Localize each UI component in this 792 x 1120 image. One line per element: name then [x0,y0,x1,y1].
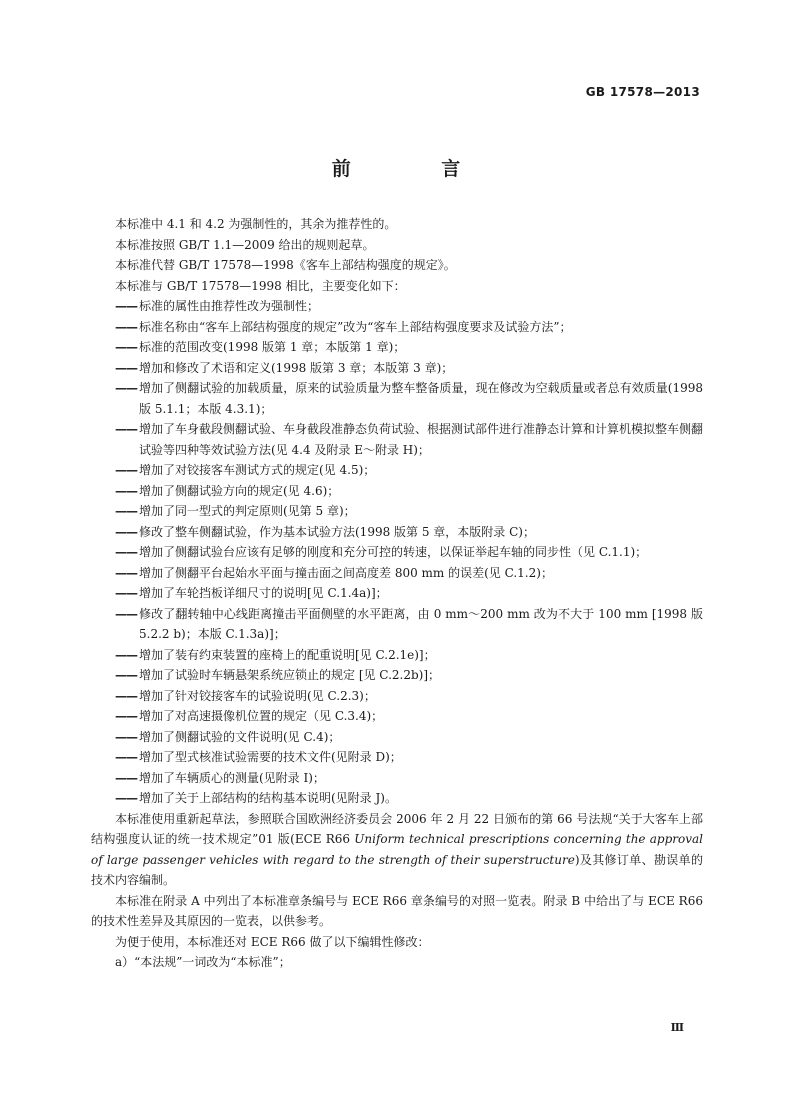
change-item [91,460,703,481]
dash-marker: —— [115,750,137,764]
intro-line: 本标准按照 GB/T 1.1—2009 给出的规则起草。 [115,237,375,252]
dash-marker: —— [115,606,137,621]
change-item-text: 标准的属性由推荐性改为强制性； [139,299,320,313]
page-number: Ⅲ [670,1021,684,1034]
change-item [91,337,703,358]
change-item [91,317,703,338]
dash-marker: —— [115,463,137,477]
dash-marker: —— [115,299,137,313]
change-item-text: 增加了对铰接客车测试方式的规定(见 4.5)； [139,463,376,477]
dash-marker: —— [115,791,137,805]
dash-marker: —— [115,483,137,498]
change-item-text: 修改了翻转轴中心线距离撞击平面侧壁的水平距离，由 0 mm～200 mm 改为不大于 100 mm [1998 版 5.2.2 b)；本版 C.1.3a)]； [139,606,703,641]
change-item [91,665,703,686]
change-item-text: 增加了同一型式的判定原则(见第 5 章)； [139,504,356,518]
change-item [91,645,703,666]
dash-marker: —— [115,319,137,334]
appendix-paragraph: 本标准在附录 A 中列出了本标准章条编号与 ECE R66 章条编号的对照一览表。附录 B 中给出了与 ECE R66 的技术性差异及其原因的一览表，以供参考。 [91,893,703,928]
dash-marker: —— [115,729,137,744]
change-item-text: 增加了车轮挡板详细尺寸的说明[见 C.1.4a)]； [139,586,388,600]
dash-marker: —— [115,647,137,662]
change-item [91,604,703,645]
dash-marker: —— [115,545,137,559]
change-item-text: 增加了车辆质心的测量(见附录 I)； [139,770,325,785]
change-item [91,583,703,604]
change-item-text: 增加了试验时车辆悬架系统应锁止的规定 [见 C.2.2b)]； [139,668,441,682]
change-item-text: 增加了关于上部结构的结构基本说明(见附录 J)。 [139,791,397,805]
dash-marker: —— [115,360,137,375]
change-item-text: 增加了侧翻试验的文件说明(见 C.4)； [139,729,341,744]
edit-item-a: a）“本法规”一词改为“本标准”； [115,955,291,969]
change-item [91,768,703,789]
ece-text-after: )及其修订单、勘误单的技术内容编制。 [91,852,703,887]
change-item [91,378,703,419]
dash-marker: —— [115,668,137,682]
intro-line: 本标准中 4.1 和 4.2 为强制性的，其余为推荐性的。 [115,217,397,231]
change-item-text: 标准的范围改变(1998 版第 1 章；本版第 1 章)； [139,340,406,354]
ece-title-italic: Uniform technical prescriptions concerning the approval of large passenger vehicles with regard to the strength of their superstructure [91,832,703,867]
change-item-text: 增加了侧翻平台起始水平面与撞击面之间高度差 800 mm 的误差(见 C.1.2)； [139,565,553,580]
change-item-text: 增加了车身截段侧翻试验、车身截段准静态负荷试验、根据测试部件进行准静态计算和计算机模拟整车侧翻试验等四种等效试验方法(见 4.4 及附录 E～附录 H)； [139,422,704,457]
change-item-text: 增加了侧翻试验的加载质量，原来的试验质量为整车整备质量，现在修改为空载质量或者总有效质量(1998 版 5.1.1；本版 4.3.1)； [139,381,703,416]
change-item [91,727,703,748]
dash-marker: —— [115,340,137,354]
change-item [91,747,703,768]
changes-list [91,296,703,809]
change-item-text: 增加了侧翻试验台应该有足够的刚度和充分可控的转速，以保证举起车轴的同步性（见 C.1.1)； [139,545,648,559]
intro-line: 本标准与 GB/T 17578—1998 相比，主要变化如下： [115,278,406,293]
ece-paragraph [91,809,703,891]
dash-marker: —— [115,565,137,580]
change-item [91,706,703,727]
change-item-text: 增加了侧翻试验方向的规定(见 4.6)； [139,483,340,498]
dash-marker: —— [115,586,137,600]
dash-marker: —— [115,504,137,518]
change-item [91,542,703,563]
change-item [91,296,703,317]
dash-marker: —— [115,770,137,785]
change-item [91,686,703,707]
dash-marker: —— [115,688,137,703]
change-item-text: 修改了整车侧翻试验，作为基本试验方法(1998 版第 5 章，本版附录 C)； [139,524,535,539]
intro-line: 本标准代替 GB/T 17578—1998《客车上部结构强度的规定》。 [115,258,456,272]
change-item-text: 标准名称由“客车上部结构强度的规定”改为“客车上部结构强度要求及试验方法”； [139,319,572,334]
change-item [91,522,703,543]
change-item-text: 增加和修改了术语和定义(1998 版第 3 章；本版第 3 章)； [139,360,454,375]
ece-text-before: 本标准使用重新起草法，参照联合国欧洲经济委员会 2006 年 2 月 22 日颁布的第 66 号法规“关于大客车上部结构强度认证的统一技术规定”01 版(ECE R66 [91,811,703,846]
dash-marker: —— [115,422,137,436]
standard-code: GB 17578—2013 [585,85,700,99]
dash-marker: —— [115,381,137,395]
change-item [91,419,703,460]
change-item-text: 增加了型式核准试验需要的技术文件(见附录 D)； [139,750,402,764]
change-item [91,481,703,502]
dash-marker: —— [115,709,137,723]
foreword-body [91,214,703,973]
change-item-text: 增加了装有约束装置的座椅上的配重说明[见 C.2.1e)]； [139,647,436,662]
change-item-text: 增加了对高速摄像机位置的规定（见 C.3.4)； [139,709,384,723]
change-item [91,358,703,379]
edit-paragraph: 为便于使用，本标准还对 ECE R66 做了以下编辑性修改： [115,934,430,949]
change-item-text: 增加了针对铰接客车的试验说明(见 C.2.3)； [139,688,376,703]
change-item [91,563,703,584]
change-item [91,788,703,809]
change-item [91,501,703,522]
page-title: 前 言 [331,158,503,180]
dash-marker: —— [115,524,137,539]
